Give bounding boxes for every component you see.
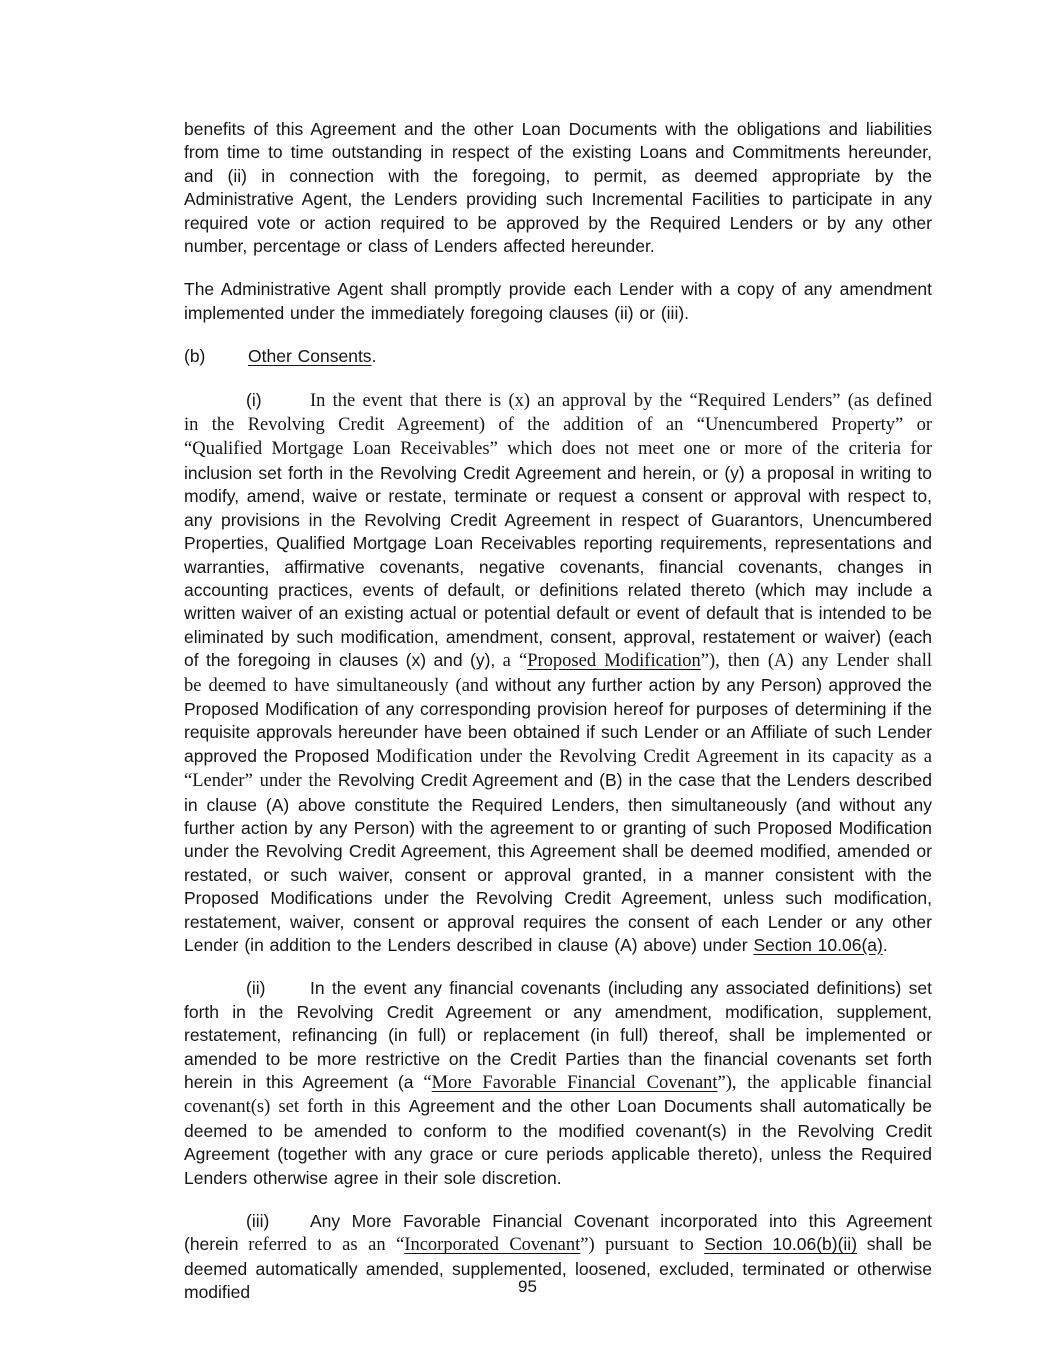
- underlined-term: Section 10.06(a): [753, 935, 883, 955]
- clause-i-paragraph: [184, 389, 932, 958]
- underlined-term: Proposed Modification: [527, 651, 701, 672]
- text-segment: inclusion set forth in the Revolving Credit Agreement and herein, or (y) a proposal in writing to modify, amend, waive or restate, terminate or request a consent or approval with respect to, any provisions in the Revolving Credit Agreement in respect of Guarantors, Unencumbered Properties, Qualified Mortgage Loan Receivables reporting requirements, representations and warranties, affirmative covenants, negative covenants, financial covenants, changes in accounting practices, events of default, or definitions related thereto (which may include a written waiver of an existing actual or potential default or event of default that is intended to be eliminated by such modification, amendment, consent, approval, restatement or waiver) (each of the foregoing in clauses (x) and (y),: [184, 462, 932, 671]
- text-segment: Revolving Credit Agreement and (B) in the case that the Lenders described in clause (A) above constitute the Required Lenders, then simultaneously (and without any further action by any Person) with the agreement to or granting of such Proposed Modification under the Revolving Credit Agreement, this Agreement shall be deemed modified, amended or restated, or such waiver, consent or approval granted, in a manner consistent with the Proposed Modifications under the Revolving Credit Agreement, unless such modification, restatement, waiver, consent or approval requires the consent of each Lender or any other Lender (in addition to the Lenders described in clause (A) above) under: [184, 770, 932, 955]
- text-segment: ”) pursuant to: [580, 1235, 705, 1256]
- text-segment: a “: [502, 651, 528, 672]
- text-segment: Modification under the Revolving Credit Agreement in its capacity as a “Lender” under the: [184, 746, 932, 792]
- underlined-term: Section 10.06(b)(ii): [704, 1234, 858, 1255]
- text-segment: benefits of this Agreement and the other Loan Documents with the obligations and liabilities from time to time outstanding in respect of the existing Loans and Commitments hereunder, and (ii) in connection with the foregoing, to permit, as deemed appropriate by the Administrative Agent, the Lenders providing such Incremental Facilities to participate in any required vote or action required to be approved by the Required Lenders or by any other number, percentage or class of Lenders affected hereunder.: [184, 119, 932, 257]
- document-body: [184, 118, 932, 1325]
- text-segment: .: [371, 346, 377, 367]
- clause-label: (b): [184, 346, 206, 367]
- continuation-paragraph: [184, 118, 932, 258]
- clause-label: (iii): [246, 1211, 270, 1232]
- section-b-heading: [184, 345, 932, 368]
- text-segment: In the event that there is (x) an approval by the “Required Lenders” (as defined in the Revolving Credit Agreement) of the addition of an “Unencumbered Property” or “Qualified Mortgage Loan Receivables” which does not meet one or more of the criteria for: [184, 390, 932, 460]
- underlined-term: Other Consents: [248, 346, 372, 367]
- text-segment: .: [882, 935, 888, 955]
- clause-ii-paragraph: [184, 977, 932, 1190]
- text-segment: shall be deemed automatically amended, supplemented, loosened, excluded, terminated or otherwise modified: [184, 1234, 932, 1303]
- text-segment: Agreement and the other Loan Documents shall automatically be deemed to be amended to conform to the modified covenant(s) in the Revolving Credit Agreement (together with any grace or cure periods applicable thereto), unless the Required Lenders otherwise agree in their sole discretion.: [184, 1096, 932, 1188]
- clause-label: (ii): [246, 978, 266, 999]
- text-segment: referred to as an “: [248, 1235, 405, 1256]
- text-segment: ”), then (A) any Lender shall be deemed to have simultaneously (and: [184, 651, 932, 696]
- page-number: 95: [518, 1277, 537, 1296]
- text-segment: Any More Favorable Financial Covenant incorporated into this Agreement (herein: [184, 1211, 932, 1255]
- underlined-term: More Favorable Financial Covenant: [431, 1073, 718, 1094]
- underlined-term: Incorporated Covenant: [404, 1235, 581, 1256]
- text-segment: ”), the applicable financial covenant(s) set forth in this: [184, 1073, 932, 1118]
- text-segment: without any further action by any Person) approved the Proposed Modification of any corresponding provision hereof for purposes of determining if the requisite approvals hereunder have been obtained if such Lender or an Affiliate of such Lender approved the Proposed: [184, 674, 932, 766]
- clause-label: (i): [246, 389, 262, 410]
- text-segment: In the event any financial covenants (including any associated definitions) set forth in the Revolving Credit Agreement or any amendment, modification, supplement, restatement, refinancing (in full) or replacement (in full) thereof, shall be implemented or amended to be more restrictive on the Credit Parties than the financial covenants set forth herein in this Agreement (a: [184, 978, 932, 1093]
- text-segment: The Administrative Agent shall promptly provide each Lender with a copy of any amendment implemented under the immediately foregoing clauses (ii) or (iii).: [184, 279, 932, 323]
- text-segment: “: [423, 1073, 432, 1094]
- amendment-notice-paragraph: [184, 278, 932, 325]
